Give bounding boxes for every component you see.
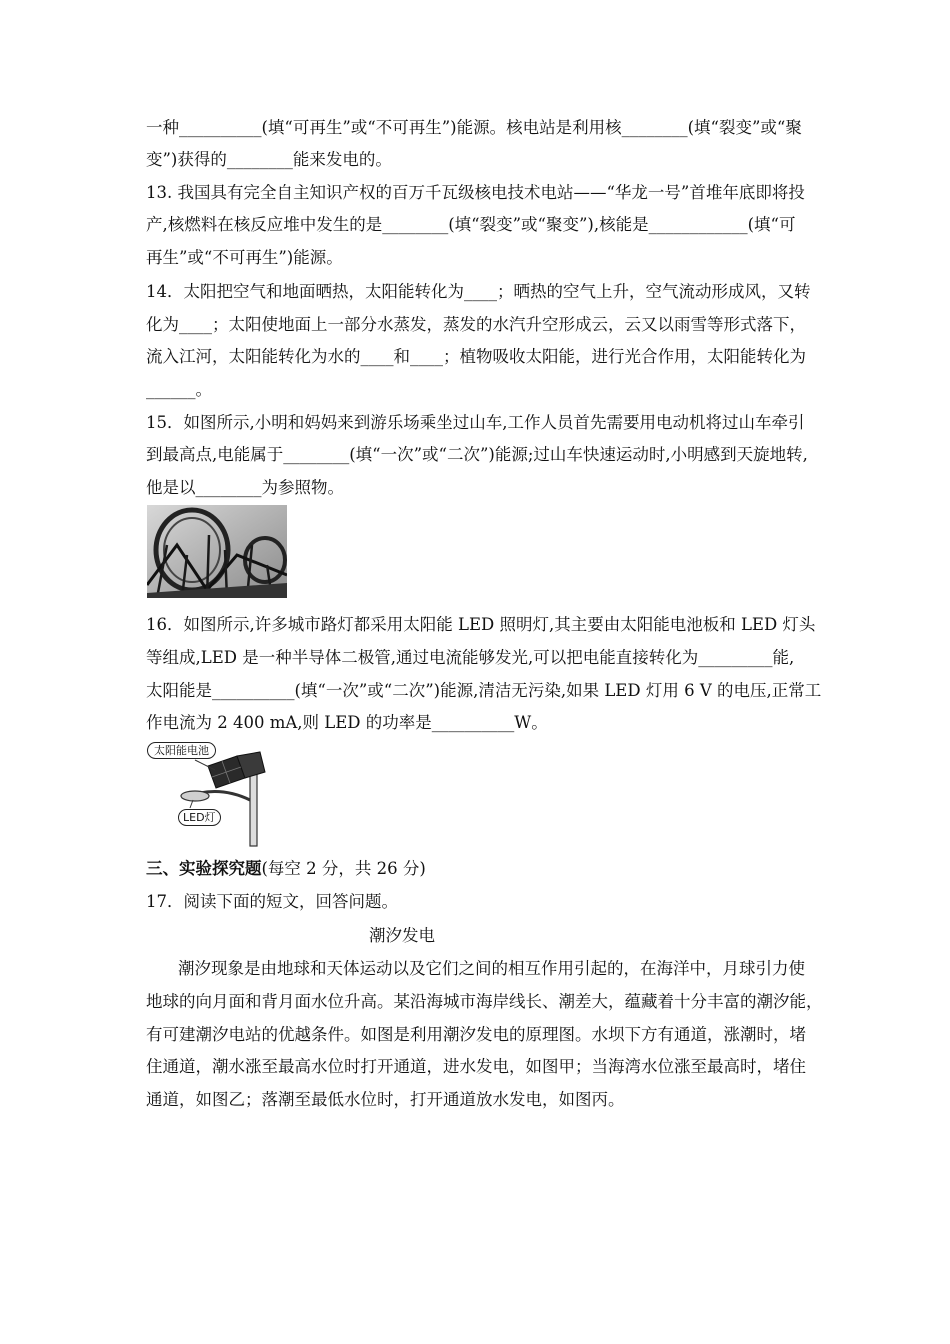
solar-cell-label: 太阳能电池: [147, 742, 216, 759]
question-14: 14．太阳把空气和地面晒热，太阳能转化为____；晒热的空气上升，空气流动形成风，又转: [146, 282, 811, 301]
line-4: 产,核燃料在核反应堆中发生的是________(填“裂变”或“聚变”),核能是____________(填“可: [146, 215, 796, 234]
line-11: 到最高点,电能属于________(填“一次”或“二次”)能源;过山车快速运动时,小明感到天旋地转,: [146, 445, 808, 464]
question-17: 17．阅读下面的短文，回答问题。: [146, 892, 398, 911]
line-14: 等组成,LED 是一种半导体二极管,通过电流能够发光,可以把电能直接转化为_________能,: [146, 648, 795, 667]
passage-line-1: 潮汐现象是由地球和天体运动以及它们之间的相互作用引起的，在海洋中，月球引力使: [178, 959, 805, 978]
line-15: 太阳能是__________(填“一次”或“二次”)能源,清洁无污染,如果 LED 灯用 6 V 的电压,正常工: [146, 681, 822, 700]
question-16: 16．如图所示,许多城市路灯都采用太阳能 LED 照明灯,其主要由太阳能电池板和 LED 灯头: [146, 615, 816, 634]
passage-line-4: 住通道，潮水涨至最高水位时打开通道，进水发电，如图甲；当海湾水位涨至最高时，堵住: [146, 1057, 806, 1076]
line-5: 再生”或“不可再生”)能源。: [146, 248, 343, 267]
line-7: 化为____；太阳使地面上一部分水蒸发，蒸发的水汽升空形成云，云又以雨雪等形式落下，: [146, 315, 806, 334]
passage-line-2: 地球的向月面和背月面水位升高。某沿海城市海岸线长、潮差大，蕴藏着十分丰富的潮汐能，: [146, 992, 823, 1011]
line-1: 一种__________(填“可再生”或“不可再生”)能源。核电站是利用核________(填“裂变”或“聚: [146, 118, 802, 137]
line-9: ______。: [146, 380, 212, 399]
line-16: 作电流为 2 400 mA,则 LED 的功率是__________W。: [146, 713, 548, 732]
line-8: 流入江河，太阳能转化为水的____和____；植物吸收太阳能，进行光合作用，太阳能转化为: [146, 347, 806, 366]
solar-led-light-figure: [145, 738, 270, 848]
line-12: 他是以________为参照物。: [146, 478, 344, 497]
passage-line-3: 有可建潮汐电站的优越条件。如图是利用潮汐发电的原理图。水坝下方有通道，涨潮时，堵: [146, 1025, 806, 1044]
roller-coaster-photo: [147, 505, 287, 598]
question-15: 15．如图所示,小明和妈妈来到游乐场乘坐过山车,工作人员首先需要用电动机将过山车牵引: [146, 413, 805, 432]
question-13: 13. 我国具有完全自主知识产权的百万千瓦级核电技术电站——“华龙一号”首堆年底即将投: [146, 183, 805, 202]
section-points: (每空 2 分，共 26 分): [261, 859, 426, 878]
section-3-heading: [146, 858, 426, 880]
line-2: 变”)获得的________能来发电的。: [146, 150, 392, 169]
section-title: 三、实验探究题: [146, 859, 262, 878]
led-lamp-label: LED灯: [178, 809, 221, 826]
roller-coaster-image: [147, 505, 287, 598]
passage-title: 潮汐发电: [369, 926, 435, 945]
passage-line-5: 通道，如图乙；落潮至最低水位时，打开通道放水发电，如图丙。: [146, 1090, 625, 1109]
